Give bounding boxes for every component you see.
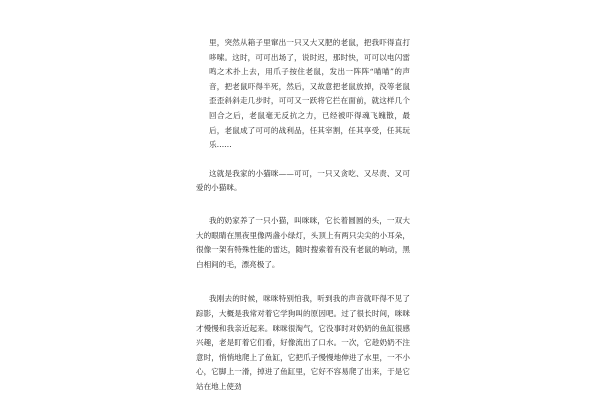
paragraph-4: 我刚去的时候，咪咪特别怕我，听到我的声音就吓得不见了踪影，大概是我常对着它学狗叫的原因吧。过了很长时间，咪咪才慢慢和我亲近起来。咪咪很淘气，它没事时对奶奶的鱼缸很感兴趣，老是盯着它们看，好像流出了口水。一次，它趁奶奶不注意时，悄悄地爬上了鱼缸，它把爪子慢慢地伸进了水里，一不小心，它脚上一滑，掉进了鱼缸里，它好不容易爬了出来，于是它站在地上使劲 (196, 294, 410, 391)
text-column (196, 36, 410, 394)
paragraph-1: 里，突然从箱子里窜出一只又大又肥的老鼠，把我吓得直打哆嗦。这时，可可出场了，说时迟，那时快，可可以电闪雷鸣之术扑上去，用爪子按住老鼠，发出一阵阵“喵喵”的声音，把老鼠吓得半死，然后，又故意把老鼠放掉，没等老鼠歪歪斜斜走几步时，可可又一跃将它拦在面前，就这样几个回合之后，老鼠毫无反抗之力，已经被吓得魂飞魄散，最后，老鼠成了可可的战利品，任其宰割，任其享受，任其玩乐…… (209, 38, 410, 150)
paragraph-3: 我的奶家养了一只小猫，叫咪咪，它长着圆圆的头，一双大大的眼睛在黑夜里像两盏小绿灯，头顶上有两只尖尖的小耳朵，很像一架有特殊性能的雷达，随时搜索着有没有老鼠的响动，黑白相间的毛，漂亮极了。 (196, 215, 410, 269)
paragraph-2: 这就是我家的小猫咪——可可，一只又贪吃、又尽责、又可爱的小猫咪。 (196, 168, 410, 193)
